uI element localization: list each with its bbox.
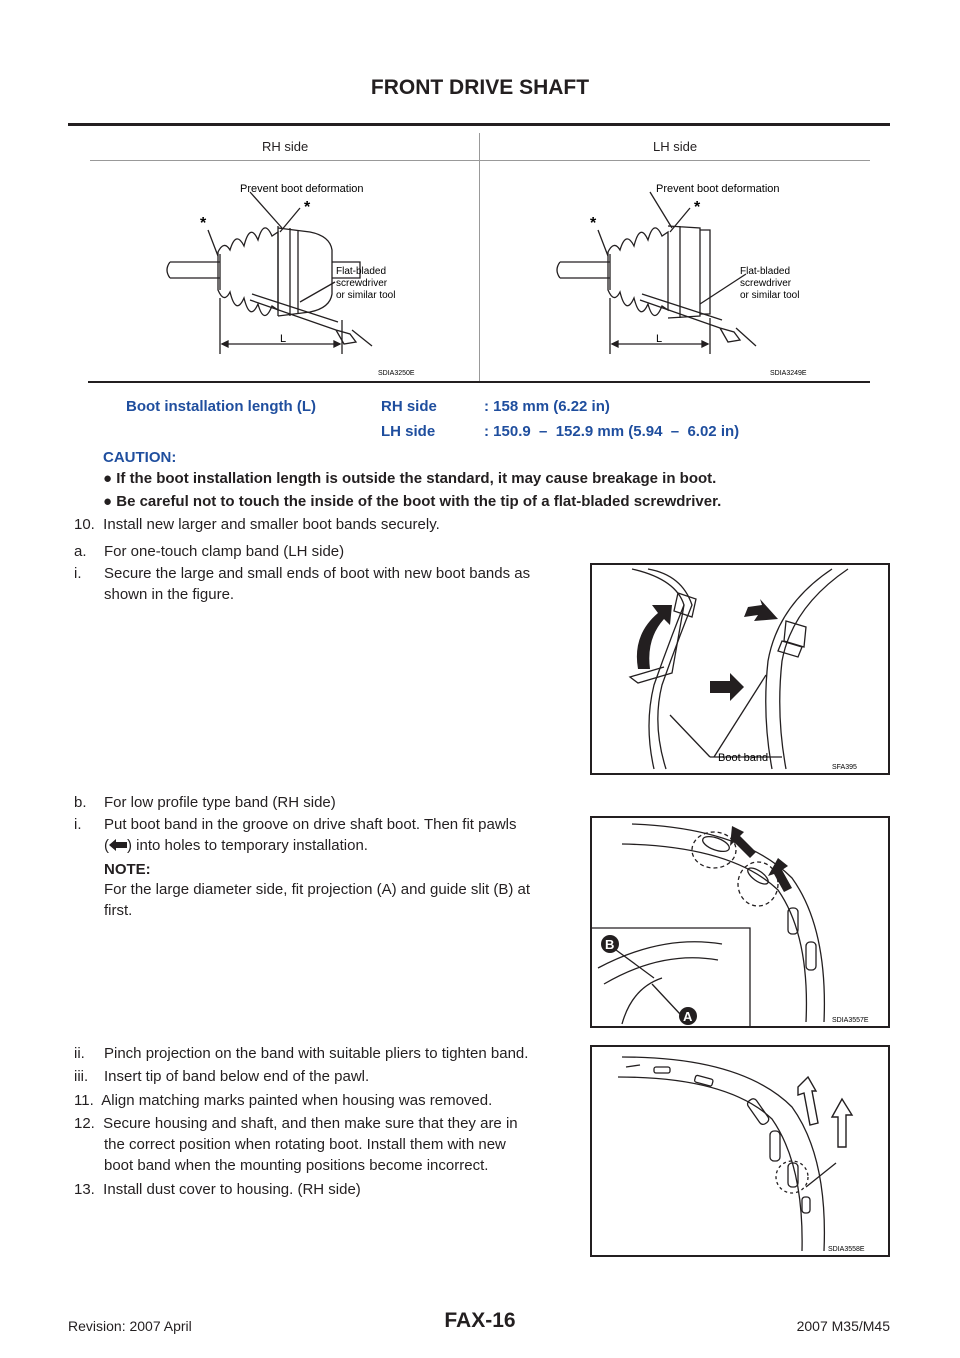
table-divider (479, 133, 480, 381)
marker-a: A (683, 1009, 693, 1024)
step-ii-text: Pinch projection on the band with suitable pliers to tighten band. (104, 1045, 529, 1062)
right-arrow-icon (710, 673, 744, 701)
step-iii-prefix: iii. (74, 1068, 89, 1085)
figure-sdia3558e (590, 1045, 890, 1257)
step-11: 11. Align matching marks painted when housing was removed. (74, 1092, 493, 1109)
housing (278, 228, 332, 316)
page-number: FAX-16 (444, 1309, 516, 1332)
step-iii-text: Insert tip of band below end of the pawl. (104, 1068, 370, 1085)
footer-revision: Revision: 2007 April (68, 1318, 192, 1334)
table-bottom-rule (88, 381, 870, 383)
fig1-code: SFA395 (832, 764, 857, 771)
lh-tool-1: Flat-bladed (740, 266, 791, 277)
rh-star-1: * (200, 215, 207, 232)
step-b-prefix: b. (74, 794, 87, 811)
fig3-code: SDIA3558E (828, 1246, 865, 1253)
rh-star-2: * (304, 199, 311, 216)
lh-star-1: * (590, 215, 597, 232)
lh-fig-code: SDIA3249E (770, 370, 807, 377)
caution-title: CAUTION: (103, 449, 177, 466)
step-a-prefix: a. (74, 543, 87, 560)
step-b-text: For low profile type band (RH side) (104, 794, 336, 811)
step-13: 13. Install dust cover to housing. (RH side) (74, 1181, 361, 1198)
spec-label: Boot installation length (L) (126, 398, 316, 415)
lh-tool-3: or similar tool (740, 290, 800, 301)
table-header-lh: LH side (653, 139, 698, 154)
spec-lh-side: LH side (381, 423, 436, 440)
caution-bullet-2: ● Be careful not to touch the inside of the boot with the tip of a flat-bladed screwdriver. (103, 493, 722, 510)
lh-tool-2: screwdriver (740, 278, 792, 289)
step-bi-line2 (104, 835, 368, 856)
screwdriver (250, 294, 356, 344)
boot-band-illustration (592, 565, 888, 773)
caution-bullet-1: ● If the boot installation length is outside the standard, it may cause breakage in boot. (103, 470, 717, 487)
curved-arrow-icon (637, 605, 672, 669)
fig2-code: SDIA3557E (832, 1017, 869, 1024)
marker-b: B (605, 937, 615, 952)
step-10: 10. Install new larger and smaller boot bands securely. (74, 516, 440, 533)
outline-arrow-icon-2 (832, 1099, 852, 1147)
band-tightening-illustration (592, 1047, 888, 1255)
note-line2: first. (104, 902, 133, 919)
pawl-arrow-icon-1 (730, 826, 756, 858)
rh-boot-figure (160, 170, 450, 378)
lh-prevent-label: Prevent boot deformation (656, 183, 780, 195)
low-profile-band-illustration (592, 818, 888, 1026)
figure-sfa395 (590, 563, 890, 775)
diagonal-arrow-icon (744, 599, 778, 621)
step-a-text: For one-touch clamp band (LH side) (104, 543, 345, 560)
spec-rh-side: RH side (381, 398, 437, 415)
step-12-line3: boot band when the mounting positions become incorrect. (104, 1157, 489, 1174)
spec-lh-value: : 150.9 – 152.9 mm (5.94 – 6.02 in) (484, 423, 740, 440)
table-header-rh: RH side (262, 139, 309, 154)
footer-model: 2007 M35/M45 (796, 1318, 890, 1334)
figure-sdia3557e (590, 816, 890, 1028)
outline-arrow-icon-1 (798, 1077, 818, 1125)
note-line1: For the large diameter side, fit projection (A) and guide slit (B) at (104, 881, 531, 898)
rh-length: L (280, 333, 287, 345)
lh-boot-figure (550, 170, 840, 378)
caution-text-1: If the boot installation length is outside the standard, it may cause breakage in boot. (116, 470, 717, 487)
caution-text-2: Be careful not to touch the inside of the boot with the tip of a flat-bladed screwdriver. (116, 493, 722, 510)
rh-tool-2: screwdriver (336, 278, 388, 289)
step-i-prefix: i. (74, 565, 82, 582)
step-bi-prefix: i. (74, 816, 82, 833)
step-i-line1: Secure the large and small ends of boot with new boot bands as (104, 565, 531, 582)
lh-length: L (656, 333, 663, 345)
step-bi-paren: ( (104, 837, 109, 854)
step-i-line2: shown in the figure. (104, 586, 235, 603)
rh-tool-3: or similar tool (336, 290, 396, 301)
pawl-arrow-icon (109, 839, 127, 851)
boot-bellows (218, 228, 278, 316)
rh-prevent-label: Prevent boot deformation (240, 183, 364, 195)
spec-rh-value: : 158 mm (6.22 in) (484, 398, 610, 415)
boot-band-label: Boot band (718, 752, 769, 764)
rh-fig-code: SDIA3250E (378, 370, 415, 377)
step-bi-line2-text: ) into holes to temporary installation. (127, 837, 368, 854)
table-header-rule (90, 160, 870, 161)
step-bi-line1: Put boot band in the groove on drive shaft boot. Then fit pawls (104, 816, 517, 833)
lh-star-2: * (694, 199, 701, 216)
step-12-line1: 12. Secure housing and shaft, and then make sure that they are in (74, 1115, 518, 1132)
step-12-line2: the correct position when rotating boot. Install them with new (104, 1136, 506, 1153)
step-ii-prefix: ii. (74, 1045, 85, 1062)
shaft (167, 262, 220, 278)
note-title: NOTE: (104, 861, 151, 878)
page-title: FRONT DRIVE SHAFT (370, 76, 590, 99)
rh-tool-1: Flat-bladed (336, 266, 387, 277)
title-rule (68, 123, 890, 126)
